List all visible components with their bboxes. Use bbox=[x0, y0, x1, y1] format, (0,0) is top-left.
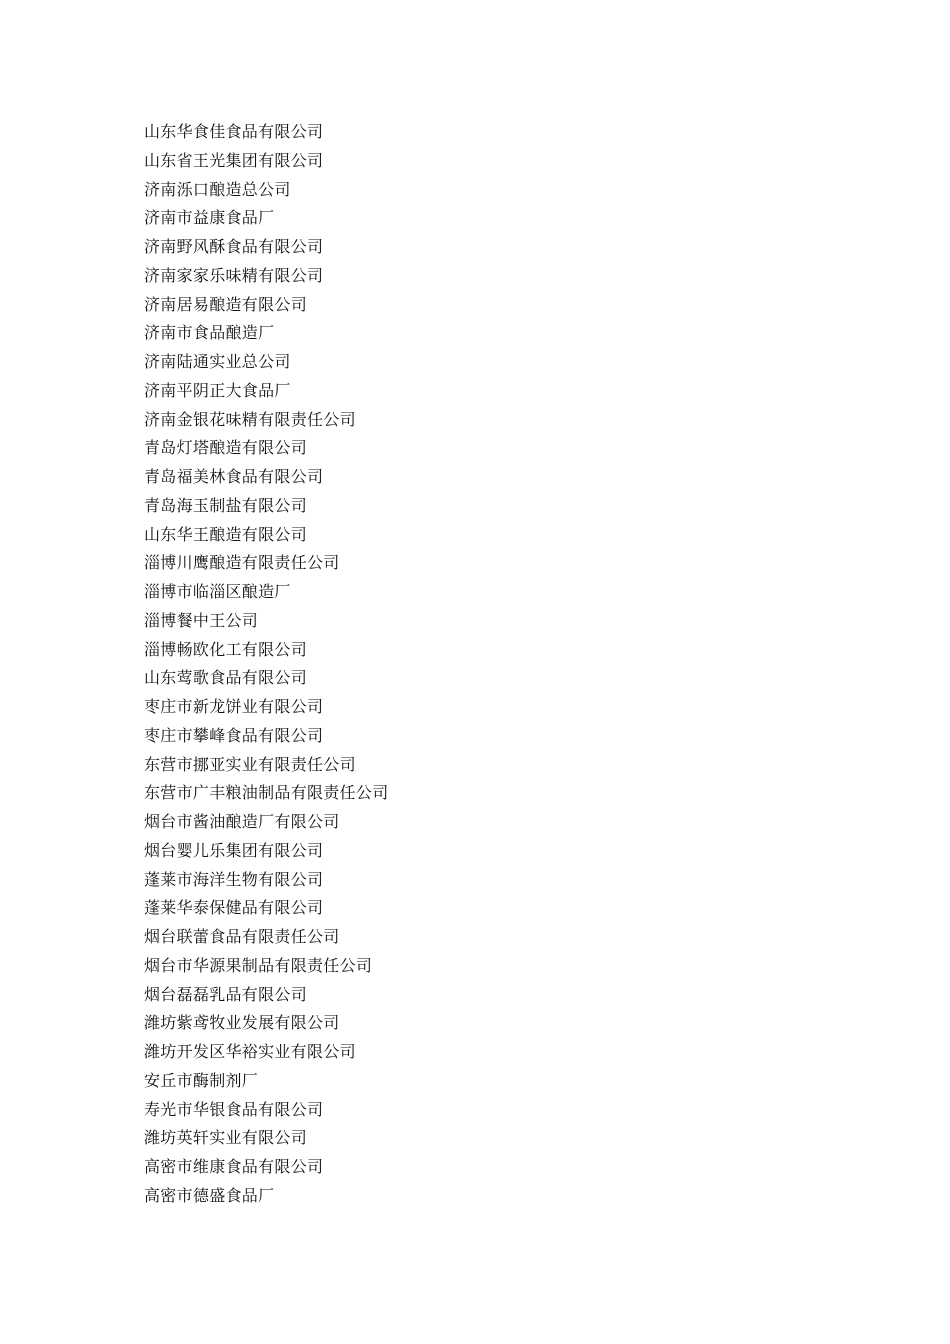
list-item: 山东省王光集团有限公司 bbox=[144, 150, 324, 170]
list-item: 淄博川鹰酿造有限责任公司 bbox=[144, 553, 340, 573]
list-item: 济南平阴正大食品厂 bbox=[144, 380, 291, 400]
list-item: 青岛灯塔酿造有限公司 bbox=[144, 438, 308, 458]
list-item: 济南陆通实业总公司 bbox=[144, 352, 291, 371]
list-item: 东营市挪亚实业有限责任公司 bbox=[144, 754, 356, 774]
list-item: 济南野风酥食品有限公司 bbox=[144, 237, 324, 256]
list-item: 济南金银花味精有限责任公司 bbox=[144, 409, 356, 429]
list-item: 烟台联蕾食品有限责任公司 bbox=[144, 927, 340, 946]
list-item: 烟台市酱油酿造厂有限公司 bbox=[144, 812, 340, 831]
list-item: 蓬莱市海洋生物有限公司 bbox=[144, 869, 324, 889]
list-item: 蓬莱华泰保健品有限公司 bbox=[144, 898, 324, 918]
list-item: 济南家家乐味精有限公司 bbox=[144, 265, 324, 285]
list-item: 青岛福美林食品有限公司 bbox=[144, 467, 324, 486]
list-item: 枣庄市攀峰食品有限公司 bbox=[144, 725, 324, 745]
list-item: 高密市维康食品有限公司 bbox=[144, 1157, 324, 1176]
list-item: 山东华食佳食品有限公司 bbox=[144, 122, 324, 141]
list-item: 潍坊英轩实业有限公司 bbox=[144, 1128, 308, 1148]
list-item: 淄博市临淄区酿造厂 bbox=[144, 582, 291, 601]
list-item: 高密市德盛食品厂 bbox=[144, 1185, 275, 1205]
company-list bbox=[144, 118, 389, 1211]
list-item: 青岛海玉制盐有限公司 bbox=[144, 495, 308, 515]
list-item: 潍坊开发区华裕实业有限公司 bbox=[144, 1042, 356, 1061]
list-item: 潍坊紫鸢牧业发展有限公司 bbox=[144, 1013, 340, 1033]
list-item: 淄博畅欧化工有限公司 bbox=[144, 639, 308, 659]
list-item: 山东华王酿造有限公司 bbox=[144, 524, 308, 544]
list-item: 烟台婴儿乐集团有限公司 bbox=[144, 840, 324, 860]
list-item: 济南市益康食品厂 bbox=[144, 208, 275, 228]
list-item: 淄博餐中王公司 bbox=[144, 610, 259, 630]
list-item: 安丘市酶制剂厂 bbox=[144, 1070, 259, 1090]
list-item: 济南泺口酿造总公司 bbox=[144, 179, 291, 199]
list-item: 寿光市华银食品有限公司 bbox=[144, 1099, 324, 1119]
list-item: 东营市广丰粮油制品有限责任公司 bbox=[144, 783, 389, 803]
list-item: 烟台市华源果制品有限责任公司 bbox=[144, 955, 373, 975]
list-item: 枣庄市新龙饼业有限公司 bbox=[144, 697, 324, 716]
list-item: 山东莺歌食品有限公司 bbox=[144, 668, 308, 688]
list-item: 济南市食品酿造厂 bbox=[144, 323, 275, 343]
list-item: 济南居易酿造有限公司 bbox=[144, 294, 308, 314]
list-item: 烟台磊磊乳品有限公司 bbox=[144, 984, 308, 1004]
